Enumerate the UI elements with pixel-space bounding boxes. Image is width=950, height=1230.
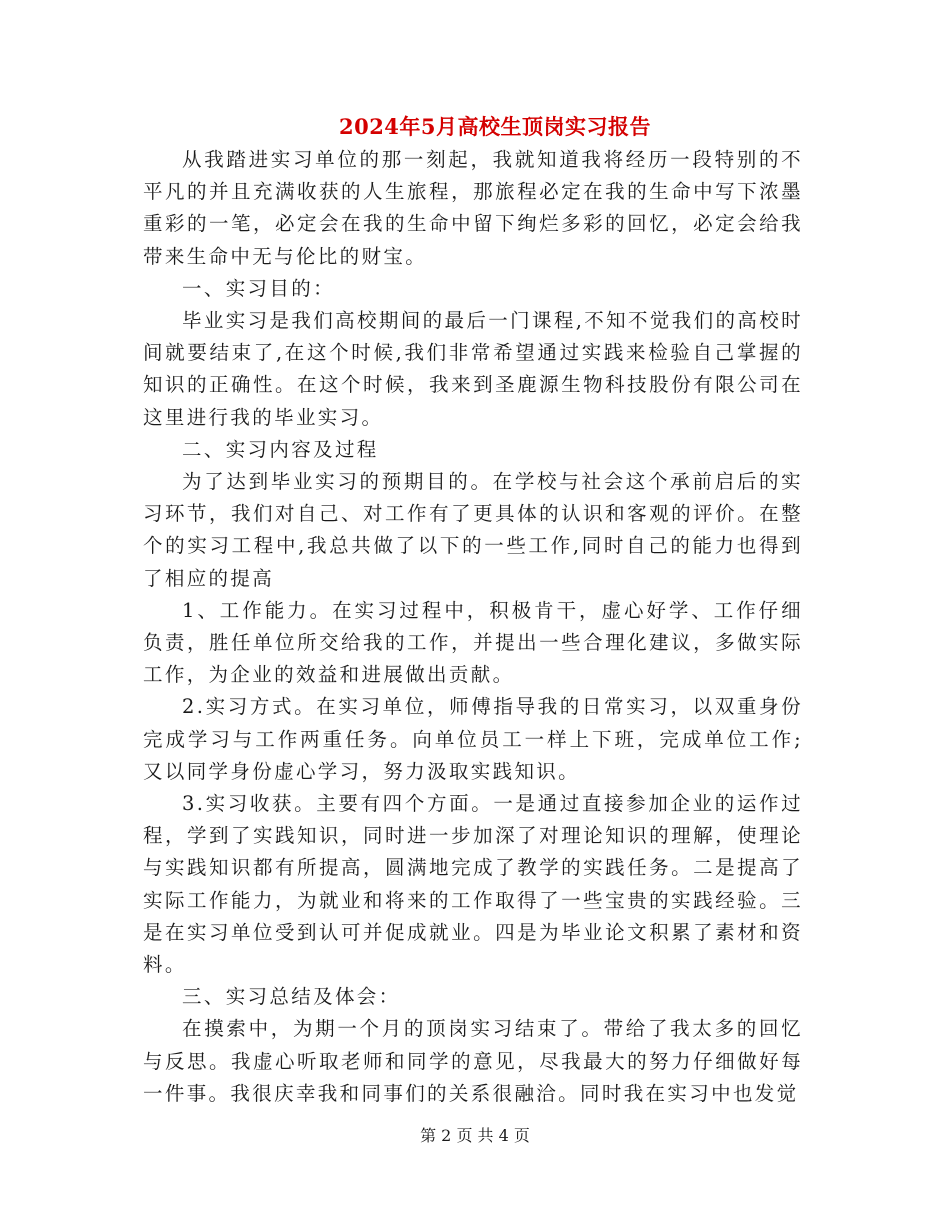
- paragraph-internship-method: 2.实习方式。在实习单位，师傅指导我的日常实习，以双重身份完成学习与工作两重任务。向单位员工一样上下班，完成单位工作;又以同学身份虚心学习，努力汲取实践知识。: [143, 695, 803, 783]
- paragraph-intro: 从我踏进实习单位的那一刻起，我就知道我将经历一段特别的不平凡的并且充满收获的人生旅程，那旅程必定在我的生命中写下浓墨重彩的一笔，必定会在我的生命中留下绚烂多彩的回忆，必定会给我带来生命中无与伦比的财宝。: [143, 148, 803, 268]
- section-heading-purpose: 一、实习目的：: [182, 276, 335, 300]
- paragraph-internship-gains: 3.实习收获。主要有四个方面。一是通过直接参加企业的运作过程，学到了实践知识，同时进一步加深了对理论知识的理解，使理论与实践知识都有所提高，圆满地完成了教学的实践任务。二是提高了实际工作能力，为就业和将来的工作取得了一些宝贵的实践经验。三是在实习单位受到认可并促成就业。四是为毕业论文积累了素材和资料。: [143, 792, 803, 977]
- page-number-label: 第 2 页 共 4 页: [420, 1126, 530, 1145]
- paragraph-work-ability: 1、工作能力。在实习过程中，积极肯干，虚心好学、工作仔细负责，胜任单位所交给我的工作，并提出一些合理化建议，多做实际工作，为企业的效益和进展做出贡献。: [143, 598, 803, 687]
- page-footer: [0, 1124, 950, 1148]
- paragraph-purpose: 毕业实习是我们高校期间的最后一门课程,不知不觉我们的高校时间就要结束了,在这个时候,我们非常希望通过实践来检验自己掌握的知识的正确性。在这个时候，我来到圣鹿源生物科技股份有限公司在这里进行我的毕业实习。: [143, 309, 803, 429]
- paragraph-summary: 在摸索中，为期一个月的顶岗实习结束了。带给了我太多的回忆与反思。我虚心听取老师和同学的意见，尽我最大的努力仔细做好每一件事。我很庆幸我和同事们的关系很融洽。同时我在实习中也发觉: [143, 1017, 803, 1105]
- paragraph-content: 为了达到毕业实习的预期目的。在学校与社会这个承前启后的实习环节，我们对自己、对工作有了更具体的认识和客观的评价。在整个的实习工程中,我总共做了以下的一些工作,同时自己的能力也得到了相应的提高: [143, 470, 803, 590]
- document-body: [143, 144, 803, 1110]
- document-title: 2024年5月高校生顶岗实习报告: [338, 114, 652, 139]
- section-heading-summary: 三、实习总结及体会：: [182, 985, 401, 1009]
- section-heading-content: 二、实习内容及过程: [182, 437, 379, 461]
